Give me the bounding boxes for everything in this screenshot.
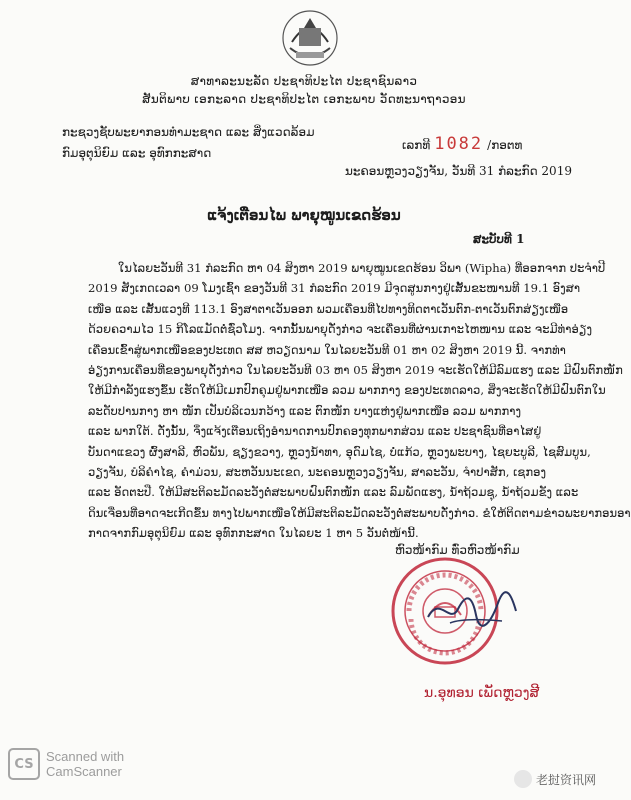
body-line: ກາດຈາກກົມອຸຕຸນິຍົມ ແລະ ອຸທົກກະສາດ ໃນໄລຍະ 1 ຫາ 5 ວັນຕໍ່ໜ້ານີ້. [88, 526, 419, 541]
body-line: ລະດັບປານກາງ ຫາ ໜັກ ເປັນບໍລິເວນກວ້າງ ແລະ ຕົກໜັກ ບາງແຫ່ງຢູ່ພາກເໜືອ ລວມ ພາກກາງ [88, 403, 522, 418]
camscanner-line1: Scanned with [46, 749, 125, 764]
document-title: ແຈ້ງເຕືອນໄພ ພາຍຸໝູນເຂດຮ້ອນ [207, 206, 401, 224]
signer-name: ນ.ອຸທອນ ເພັດຫຼວງສີ [424, 685, 540, 701]
header-country: ສາທາລະນະລັດ ປະຊາທິປະໄຕ ປະຊາຊົນລາວ [190, 74, 418, 88]
lao-emblem-icon [282, 8, 338, 68]
site-watermark [514, 770, 596, 788]
site-watermark-text: 老挝资讯网 [535, 772, 596, 787]
ministry-name: ກະຊວງຊັບພະຍາກອນທຳມະຊາດ ແລະ ສິ່ງແວດລ້ອມ [62, 125, 315, 139]
signature-icon [420, 585, 520, 635]
body-line: ໃນໄລຍະວັນທີ 31 ກໍລະກົດ ຫາ 04 ສິງຫາ 2019 ພາຍຸໝູນເຂດຮ້ອນ ວິພາ (Wipha) ທີ່ອອກຈາກ ປະຈຳປີ [118, 261, 606, 275]
document-number-label: ເລກທີ [402, 138, 431, 152]
document-number [402, 134, 522, 154]
body-line: ດ້ວຍຄວາມໄວ 15 ກິໂລແມັດຕໍ່ຊົ່ວໂມງ. ຈາກນັ້ນພາຍຸດັ່ງກ່າວ ຈະເຄື່ອນທີ່ຜ່ານເກາະໄຫໜານ ແລະ ຈະມີທ່າອ່ຽງ [88, 322, 593, 337]
body-text [88, 258, 631, 544]
body-line: ບັນດາແຂວງ ຜົ້ງສາລີ, ຫົວພັນ, ຊຽງຂວາງ, ຫຼວງນ້ຳທາ, ອຸດົມໄຊ, ບໍ່ແກ້ວ, ຫຼວງພະບາງ, ໄຊຍະບູລີ, ໄຊສົມບູນ, [88, 444, 591, 459]
body-line: ແລະ ອັດຕະປື. ໃຫ້ມີສະຕິລະມັດລະວັງຕໍ່ສະພາບຝົນຕົກໜັກ ແລະ ລົມພັດແຮງ, ນ້ຳຖ້ວມຊຸ, ນ້ຳຖ້ວມຂັງ ແລະ [88, 485, 579, 500]
body-line: ເຄື່ອນເຂົ້າສູ່ພາກເໜືອຂອງປະເທດ ສສ ຫວຽດນາມ ໃນໄລຍະວັນທີ 01 ຫາ 02 ສິງຫາ 2019 ນີ້. ຈາກທ່າ [88, 342, 566, 357]
body-line: ອ່ຽງການເຄື່ອນທີ່ຂອງພາຍຸດັ່ງກ່າວ ໃນໄລຍະວັນທີ 03 ຫາ 05 ສິງຫາ 2019 ຈະເຮັດໃຫ້ມີລົມແຮງ ແລະ ມີຝົນຕົກໜັກ [88, 363, 623, 378]
camscanner-logo-icon: CS [8, 748, 40, 780]
body-line: ດິນເຈື່ອນທີ່ອາດຈະເກີດຂຶ້ນ ທາງໄປພາກເໜືອໃຫ້ມີສະຕິລະມັດລະວັງຕໍ່ສະພາບດັ່ງກ່າວ. ຂໍໃຫ້ຕິດຕາມຂ່າວພະຍາກອນອາ [88, 505, 631, 520]
wechat-icon [514, 770, 532, 788]
bulletin-number: ສະບັບທີ 1 [473, 232, 525, 246]
camscanner-line2: CamScanner [46, 764, 122, 779]
signatory-title: ຫົວໜ້າກົມ ທົ່ວຫົວໜ້າກົມ [395, 543, 520, 557]
body-line: ເໜືອ ແລະ ເສັ້ນແວງທີ 113.1 ອົງສາຕາເວັນອອກ ພວມເຄື່ອນທີ່ໄປທາງທິດຕາເວັນຕົກ-ຕາເວັນຕົກສ່ຽງເໜືອ [88, 301, 569, 316]
body-line: 2019 ສັງເກດເວລາ 09 ໂມງເຊົ້າ ຂອງວັນທີ 31 ກໍລະກົດ 2019 ມີຈຸດສູນກາງຢູ່ເສັ້ນຂະໜານທີ 19.1 ອົງສາ [88, 281, 581, 296]
department-name: ກົມອຸຕຸນິຍົມ ແລະ ອຸທົກກະສາດ [62, 146, 212, 160]
camscanner-watermark [8, 748, 124, 780]
body-line: ວຽງຈັນ, ບໍລິຄຳໄຊ, ຄຳມ່ວນ, ສະຫວັນນະເຂດ, ນະຄອນຫຼວງວຽງຈັນ, ສາລະວັນ, ຈຳປາສັກ, ເຊກອງ [88, 465, 547, 480]
body-line: ແລະ ພາກໃຕ້. ດັ່ງນັ້ນ, ຈຶ່ງແຈ້ງເຕືອນເຖິງອຳນາດການປົກຄອງທຸກພາກສ່ວນ ແລະ ປະຊາຊົນທີ່ອາໄສຢູ່ [88, 424, 542, 439]
header-motto: ສັນຕິພາບ ເອກະລາດ ປະຊາທິປະໄຕ ເອກະພາບ ວັດທະນາຖາວອນ [142, 92, 466, 106]
body-line: ໃຫ້ມີກຳລັງແຮງຂຶ້ນ ເຮັດໃຫ້ມີເມກປົກຄຸມຢູ່ພາກເໜືອ ລວມ ພາກກາງ ຂອງປະເທດລາວ, ສິ່ງຈະເຮັດໃຫ້ມີຝົນຕົກໃນ [88, 383, 606, 398]
document-number-suffix: /ກອຕທ [487, 138, 523, 152]
document-number-value: 1082 [434, 134, 484, 154]
place-date: ນະຄອນຫຼວງວຽງຈັນ, ວັນທີ 31 ກໍລະກົດ 2019 [345, 164, 572, 178]
